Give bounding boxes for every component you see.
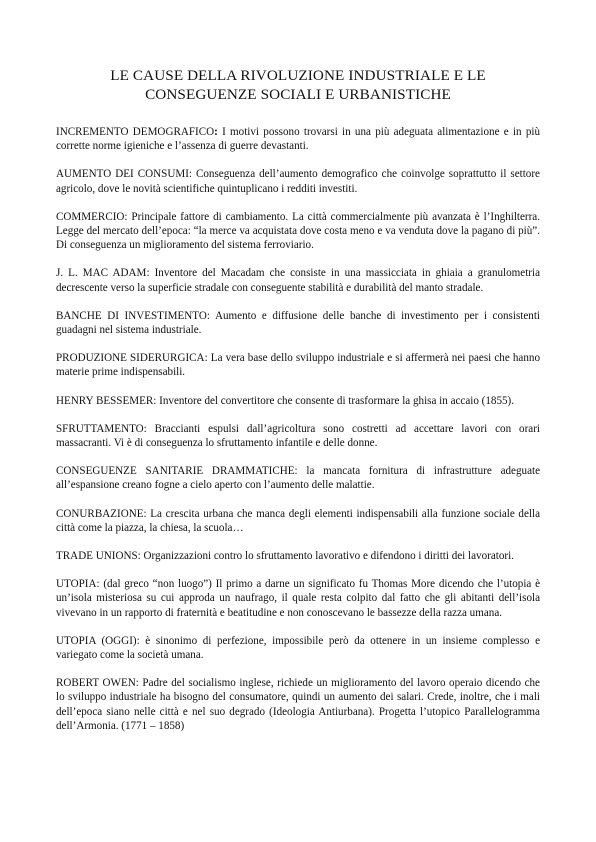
- entry-term: ROBERT OWEN: [56, 677, 136, 690]
- entry-separator: :: [96, 578, 100, 591]
- entry-text: I motivi possono trovarsi in una più adeguata alimentazione e in più corrette norme igieniche e l’assenza di guerre devastanti.: [56, 126, 541, 153]
- entry-conseguenze-sanitarie: [56, 464, 540, 492]
- entry-text: (dal greco “non luogo”) Il primo a darne un significato fu Thomas More dicendo che l’utopia è un’isola misteriosa su cui approda un naufrago, il quale resta colpito dal fatto che gli abitanti dell’isola vivevano in un rapporto di fraternità e beatitudine e non conoscevano le bassezze della razza umana.: [56, 578, 540, 619]
- entry-trade-unions: [56, 549, 540, 563]
- entry-separator: :: [294, 465, 298, 478]
- document-page: [56, 66, 540, 747]
- title-line-2: CONSEGUENZE SOCIALI E URBANISTICHE: [145, 86, 451, 103]
- entry-incremento-demografico: [56, 125, 540, 153]
- entry-separator: :: [188, 168, 192, 181]
- entry-sfruttamento: [56, 422, 540, 450]
- entry-produzione-siderurgica: [56, 351, 540, 379]
- entry-mac-adam: [56, 266, 540, 294]
- entry-separator: :: [135, 677, 139, 690]
- entry-term: UTOPIA: [56, 578, 97, 591]
- entry-separator: :: [204, 352, 208, 365]
- entry-text: La crescita urbana che manca degli elementi indispensabili alla funzione sociale della città come la piazza, la chiesa, la scuola…: [56, 507, 540, 534]
- entry-utopia: [56, 577, 540, 620]
- entry-aumento-dei-consumi: [56, 167, 540, 195]
- entry-text: Inventore del convertitore che consente di trasformare la ghisa in accaio (1855).: [156, 394, 515, 407]
- entry-text: Conseguenza dell’aumento demografico che coinvolge soprattutto il settore agricolo, dove le novità scientifiche quintuplicano i redditi investiti.: [56, 168, 540, 195]
- title-line-1: LE CAUSE DELLA RIVOLUZIONE INDUSTRIALE E LE: [110, 67, 486, 84]
- entry-text: Organizzazioni contro lo sfruttamento lavorativo e difendono i diritti dei lavoratori.: [140, 550, 514, 563]
- entry-text: la mancata fornitura di infrastrutture adeguate all’espansione creano fogne a cielo aperto con l’aumento delle malattie.: [56, 465, 540, 492]
- entry-term: SFRUTTAMENTO: [56, 422, 144, 435]
- entry-banche-di-investimento: [56, 309, 540, 337]
- entry-separator: :: [136, 634, 140, 647]
- entry-term: HENRY BESSEMER: [56, 394, 154, 407]
- entry-conurbazione: [56, 507, 540, 535]
- entry-separator: :: [137, 550, 141, 563]
- entry-term: CONSEGUENZE SANITARIE DRAMMATICHE: [56, 465, 295, 478]
- entry-text: Aumento e diffusione delle banche di investimento per i consistenti guadagni nel sistema industriale.: [56, 309, 540, 337]
- entry-text: è sinonimo di perfezione, impossibile però da ottenere in un insieme complesso e variegato come la società umana.: [56, 634, 540, 662]
- entry-term: PRODUZIONE SIDERURGICA: [56, 352, 205, 365]
- entry-separator: :: [214, 126, 218, 138]
- entry-text: Padre del socialismo inglese, richiede un miglioramento del lavoro operaio dicendo che lo sviluppo industriale ha bisogno del consumatore, quindi un aumento dei salari. Crede, inoltre, che i mali dell’epoca siano nelle città e nel suo degrado (Ideologia Antiurbana). Progetta l’utopico Parallelogramma dell’Armonia. (1771 – 1858): [56, 677, 540, 732]
- entry-robert-owen: [56, 676, 540, 733]
- entry-text: La vera base dello sviluppo industriale e si affermerà nei paesi che hanno materie prime indispensabili.: [56, 352, 540, 379]
- entry-term: CONURBAZIONE: [56, 507, 144, 520]
- entry-term: UTOPIA (OGGI): [56, 634, 137, 647]
- entry-henry-bessemer: [56, 394, 540, 408]
- entry-separator: :: [143, 422, 147, 435]
- entry-term: INCREMENTO DEMOGRAFICO: [56, 126, 215, 138]
- entry-text: Inventore del Macadam che consiste in una massicciata in ghiaia a granulometria decrescente verso la superficie stradale con conseguente stabilità e durabilità del manto stradale.: [56, 267, 541, 294]
- entry-separator: :: [153, 394, 157, 407]
- entry-term: TRADE UNIONS: [56, 550, 138, 563]
- entry-commercio: [56, 210, 540, 253]
- entry-text: Braccianti espulsi dall’agricoltura sono costretti ad accettare lavori con orari massacranti. Vi è di conseguenza lo sfruttamento infantile e delle donne.: [56, 422, 540, 450]
- entry-utopia-oggi: [56, 634, 540, 662]
- document-title: [56, 66, 540, 104]
- entry-separator: :: [124, 210, 128, 223]
- entry-term: AUMENTO DEI CONSUMI: [56, 168, 189, 181]
- entry-separator: :: [143, 507, 147, 520]
- entry-separator: :: [146, 267, 150, 280]
- entry-separator: :: [206, 309, 210, 322]
- entry-term: J. L. MAC ADAM: [56, 267, 147, 280]
- entry-text: Principale fattore di cambiamento. La città commercialmente più avanzata è l’Inghilterra. Legge del mercato dell’epoca: “la merce va acquistata dove costa meno e va venduta dove la pagano di più”. Di conseguenza un miglioramento del sistema ferroviario.: [56, 210, 540, 252]
- entry-term: COMMERCIO: [56, 210, 125, 223]
- entry-term: BANCHE DI INVESTIMENTO: [56, 309, 207, 322]
